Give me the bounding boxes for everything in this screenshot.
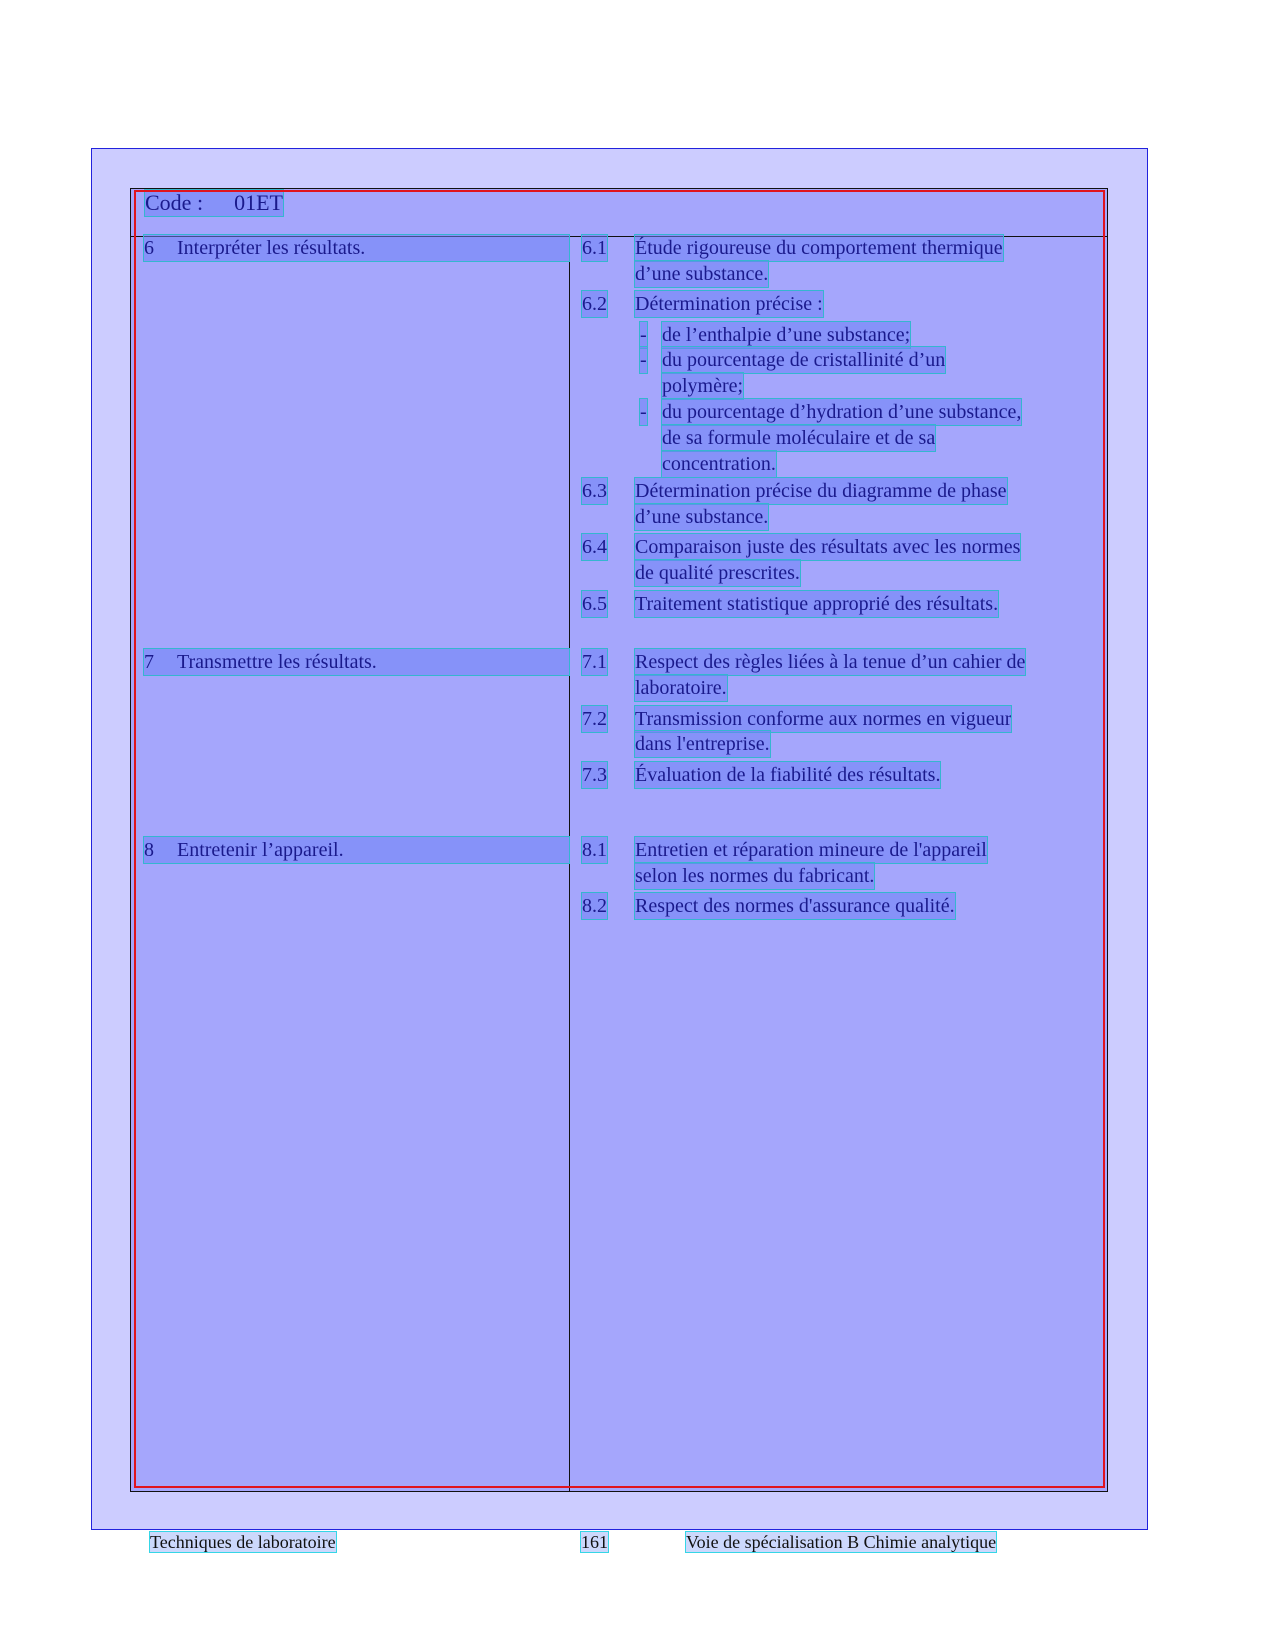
criterion-number: 8.1	[582, 839, 607, 861]
criterion-text: Transmission conforme aux normes en vigueur	[635, 708, 1012, 730]
bullet-marker: -	[640, 324, 647, 346]
criterion-text: d’une substance.	[635, 263, 769, 285]
footer-right	[686, 1531, 996, 1553]
criterion-number: 7.1	[582, 651, 607, 673]
criterion-number: 7.3	[582, 764, 607, 786]
criterion-number: 6.2	[582, 293, 607, 315]
element-number: 7	[144, 651, 154, 673]
criterion-text: Détermination précise du diagramme de phase	[635, 480, 1007, 502]
criterion-text: d’une substance.	[635, 506, 769, 528]
criterion-number: 6.1	[582, 237, 607, 259]
element-row-7	[144, 649, 569, 675]
criterion-number: 6.4	[582, 536, 607, 558]
criterion-text: de qualité prescrites.	[635, 562, 800, 584]
bullet-text: concentration.	[662, 453, 776, 475]
element-number: 8	[144, 839, 154, 861]
page-number: 161	[581, 1532, 608, 1552]
element-title: Interpréter les résultats.	[177, 237, 366, 259]
element-row-6	[144, 235, 569, 261]
bullet-text: du pourcentage d’hydration d’une substance,	[662, 401, 1022, 423]
element-title: Entretenir l’appareil.	[177, 839, 344, 861]
criterion-number: 6.3	[582, 480, 607, 502]
bullet-text: de l’enthalpie d’une substance;	[662, 324, 911, 346]
footer-program: Techniques de laboratoire	[150, 1532, 336, 1552]
bullet-marker: -	[640, 401, 647, 423]
criterion-text: Traitement statistique approprié des résultats.	[635, 593, 999, 615]
column-divider	[569, 238, 570, 1492]
criterion-number: 8.2	[582, 895, 607, 917]
criterion-number: 7.2	[582, 708, 607, 730]
criterion-text: Respect des normes d'assurance qualité.	[635, 895, 955, 917]
code-value: 01ET	[234, 190, 283, 215]
criterion-text: laboratoire.	[635, 677, 727, 699]
criterion-text: Entretien et réparation mineure de l'appareil	[635, 839, 987, 861]
criterion-number: 6.5	[582, 593, 607, 615]
criterion-text: Détermination précise :	[635, 293, 823, 315]
criterion-text: Comparaison juste des résultats avec les normes	[635, 536, 1021, 558]
code-label: Code :	[145, 190, 204, 215]
criterion-text: Respect des règles liées à la tenue d’un cahier de	[635, 651, 1026, 673]
criterion-text: selon les normes du fabricant.	[635, 865, 875, 887]
element-row-8	[144, 837, 569, 863]
footer-specialisation: Voie de spécialisation B Chimie analytique	[686, 1532, 997, 1552]
bullet-text: polymère;	[662, 375, 744, 397]
bullet-text: du pourcentage de cristallinité d’un	[662, 349, 946, 371]
criterion-text: dans l'entreprise.	[635, 733, 770, 755]
criterion-text: Étude rigoureuse du comportement thermique	[635, 237, 1003, 259]
footer-left	[150, 1531, 336, 1553]
bullet-text: de sa formule moléculaire et de sa	[662, 427, 936, 449]
element-number: 6	[144, 237, 154, 259]
element-title: Transmettre les résultats.	[177, 651, 377, 673]
code-header	[145, 190, 283, 216]
criterion-text: Évaluation de la fiabilité des résultats.	[635, 764, 941, 786]
bullet-marker: -	[640, 349, 647, 371]
footer-page-number	[581, 1531, 608, 1553]
